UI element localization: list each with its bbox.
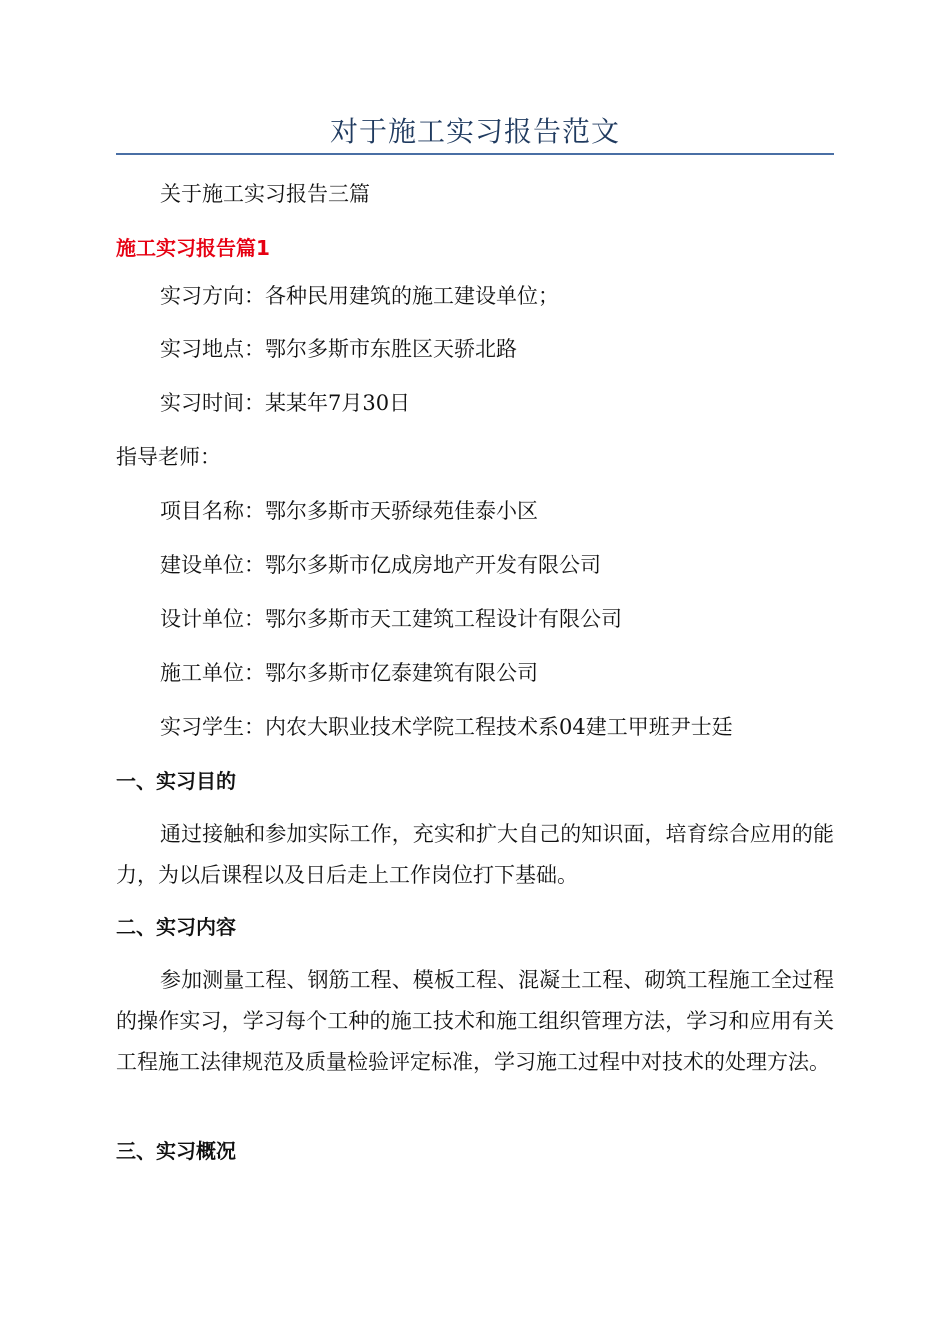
title-underline xyxy=(116,153,834,155)
field-builder: 建设单位：鄂尔多斯市亿成房地产开发有限公司 xyxy=(160,553,601,577)
heading-overview: 三、实习概况 xyxy=(116,1139,236,1163)
field-internship-time: 实习时间：某某年7月30日 xyxy=(160,391,411,415)
heading-purpose: 一、实习目的 xyxy=(116,769,236,793)
document-subtitle: 关于施工实习报告三篇 xyxy=(160,182,370,206)
section-heading-report-1: 施工实习报告篇1 xyxy=(116,236,270,260)
field-designer: 设计单位：鄂尔多斯市天工建筑工程设计有限公司 xyxy=(160,607,622,631)
field-constructor: 施工单位：鄂尔多斯市亿泰建筑有限公司 xyxy=(160,661,538,685)
paragraph-content: 参加测量工程、钢筋工程、模板工程、混凝土工程、砌筑工程施工全过程的操作实习，学习每个工种的施工技术和施工组织管理方法，学习和应用有关工程施工法律规范及质量检验评定标准，学习施工过程中对技术的处理方法。 xyxy=(116,968,834,1074)
field-advisor: 指导老师： xyxy=(116,445,221,469)
heading-content: 二、实习内容 xyxy=(116,915,236,939)
field-project-name: 项目名称：鄂尔多斯市天骄绿苑佳泰小区 xyxy=(160,499,538,523)
field-student: 实习学生：内农大职业技术学院工程技术系04建工甲班尹士廷 xyxy=(160,715,733,739)
field-internship-direction: 实习方向：各种民用建筑的施工建设单位； xyxy=(160,284,559,308)
document-title: 对于施工实习报告范文 xyxy=(329,115,620,148)
paragraph-purpose: 通过接触和参加实际工作，充实和扩大自己的知识面，培育综合应用的能力，为以后课程以及日后走上工作岗位打下基础。 xyxy=(116,822,834,887)
field-internship-location: 实习地点：鄂尔多斯市东胜区天骄北路 xyxy=(160,337,517,361)
